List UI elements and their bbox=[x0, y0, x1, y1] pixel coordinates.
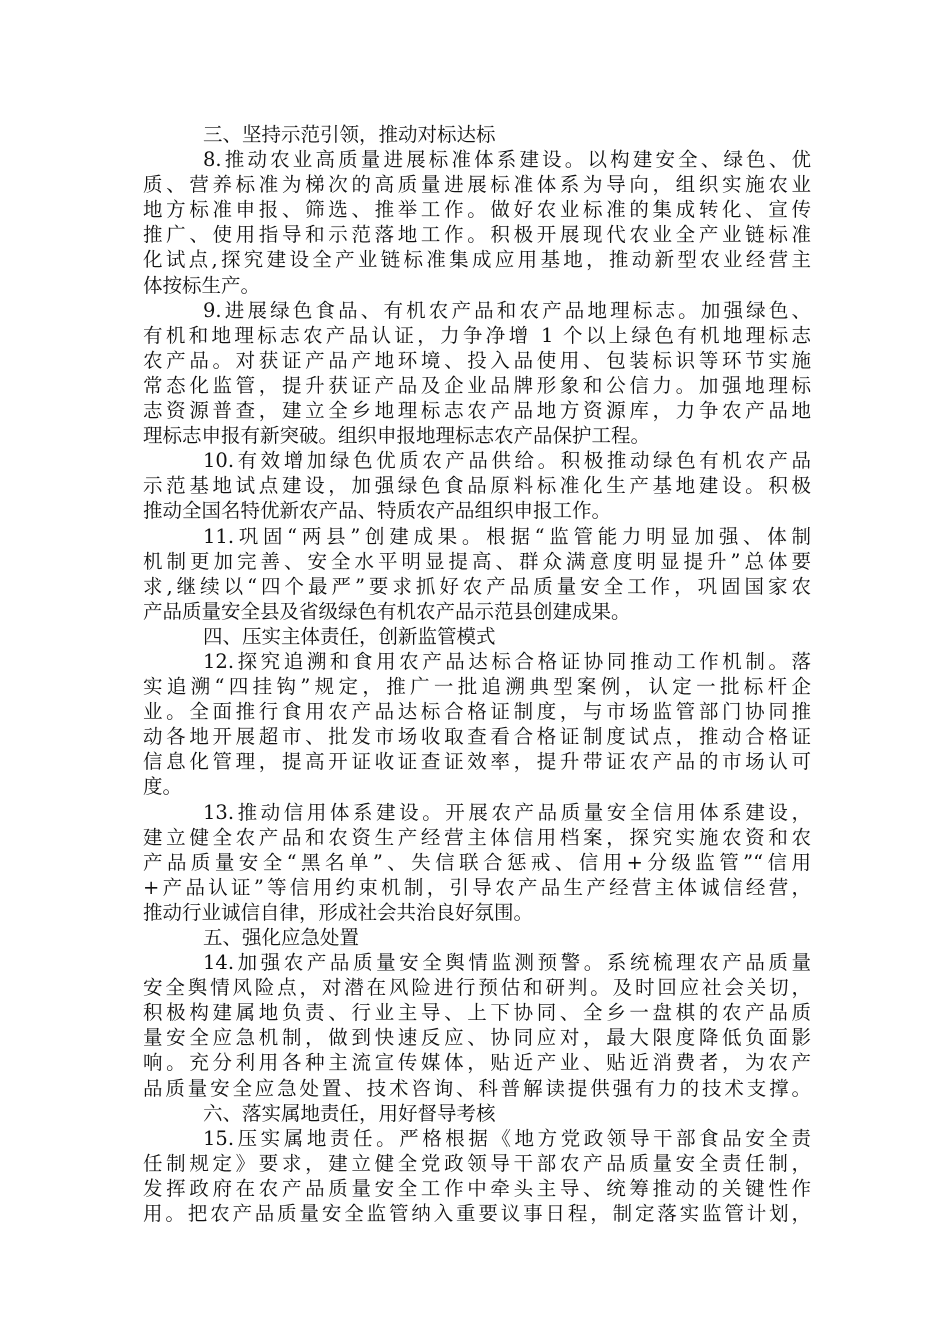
section-heading: 五、强化应急处置 bbox=[203, 926, 360, 949]
paragraph-line: 安全舆情风险点，对潜在风险进行预估和研判。及时回应社会关切， bbox=[143, 976, 811, 1000]
document-page bbox=[143, 122, 811, 1226]
paragraph-line: 9.进展绿色食品、有机农产品和农产品地理标志。加强绿色、 bbox=[203, 298, 811, 322]
paragraph-line: 12.探究追溯和食用农产品达标合格证协同推动工作机制。落 bbox=[203, 649, 811, 673]
paragraph-line: 品质量安全应急处置、技术咨询、科普解读提供强有力的技术支撑。 bbox=[143, 1076, 811, 1100]
paragraph-line: 业。全面推行食用农产品达标合格证制度，与市场监管部门协同推 bbox=[143, 700, 811, 724]
paragraph-line: 体按标生产。 bbox=[143, 273, 261, 297]
paragraph-line: 发挥政府在农产品质量安全工作中牵头主导、统筹推动的关键性作 bbox=[143, 1176, 811, 1200]
paragraph-line: 质、营养标准为梯次的高质量进展标准体系为导向，组织实施农业 bbox=[143, 173, 811, 197]
paragraph-line: 产品质量安全县及省级绿色有机农产品示范县创建成果。 bbox=[143, 599, 631, 623]
paragraph-line: 任制规定》要求，建立健全党政领导干部农产品质量安全责任制， bbox=[143, 1151, 811, 1175]
paragraph-line: 产品质量安全“黑名单”、失信联合惩戒、信用+分级监管”“信用 bbox=[143, 850, 811, 874]
paragraph-line: 实追溯“四挂钩”规定，推广一批追溯典型案例，认定一批标杆企 bbox=[143, 675, 811, 699]
paragraph-line: 14.加强农产品质量安全舆情监测预警。系统梳理农产品质量 bbox=[203, 951, 811, 975]
paragraph-line: 志资源普查，建立全乡地理标志农产品地方资源库，力争农产品地 bbox=[143, 399, 811, 423]
paragraph-line: 用。把农产品质量安全监管纳入重要议事日程，制定落实监管计划， bbox=[143, 1202, 811, 1226]
paragraph-line: 有机和地理标志农产品认证，力争净增 1 个以上绿色有机地理标志 bbox=[143, 323, 811, 347]
paragraph-line: 10.有效增加绿色优质农产品供给。积极推动绿色有机农产品 bbox=[203, 449, 811, 473]
document-body bbox=[143, 122, 811, 1226]
paragraph-line: 建立健全农产品和农资生产经营主体信用档案，探究实施农资和农 bbox=[143, 825, 811, 849]
paragraph-line: 常态化监管，提升获证产品及企业品牌形象和公信力。加强地理标 bbox=[143, 373, 811, 397]
paragraph-line: 求,继续以“四个最严”要求抓好农产品质量安全工作，巩固国家农 bbox=[143, 574, 811, 598]
section-heading: 六、落实属地责任，用好督导考核 bbox=[203, 1101, 496, 1125]
paragraph-line: 响。充分利用各种主流宣传媒体，贴近产业、贴近消费者，为农产 bbox=[143, 1051, 811, 1075]
paragraph-line: 量安全应急机制，做到快速反应、协同应对，最大限度降低负面影 bbox=[143, 1026, 811, 1050]
paragraph-line: 信息化管理，提高开证收证查证效率，提升带证农产品的市场认可 bbox=[143, 750, 811, 774]
paragraph-line: 理标志申报有新突破。组织申报地理标志农产品保护工程。 bbox=[143, 424, 651, 448]
paragraph-line: 13.推动信用体系建设。开展农产品质量安全信用体系建设， bbox=[203, 800, 811, 824]
paragraph-line: 度。 bbox=[143, 775, 183, 799]
paragraph-line: 地方标准申报、筛选、推举工作。做好农业标准的集成转化、宣传 bbox=[143, 198, 811, 222]
section-heading: 三、坚持示范引领，推动对标达标 bbox=[203, 123, 496, 146]
paragraph-line: 机制更加完善、安全水平明显提高、群众满意度明显提升”总体要 bbox=[143, 549, 811, 573]
paragraph-line: 农产品。对获证产品产地环境、投入品使用、包装标识等环节实施 bbox=[143, 348, 811, 372]
paragraph-line: 15.压实属地责任。严格根据《地方党政领导干部食品安全责 bbox=[203, 1126, 811, 1150]
paragraph-line: 积极构建属地负责、行业主导、上下协同、全乡一盘棋的农产品质 bbox=[143, 1001, 811, 1025]
section-heading: 四、压实主体责任，创新监管模式 bbox=[203, 624, 496, 648]
paragraph-line: 化试点,探究建设全产业链标准集成应用基地，推动新型农业经营主 bbox=[143, 248, 811, 272]
paragraph-line: 动各地开展超市、批发市场收取查看合格证制度试点，推动合格证 bbox=[143, 725, 811, 749]
paragraph-line: +产品认证”等信用约束机制，引导农产品生产经营主体诚信经营， bbox=[143, 875, 811, 899]
paragraph-line: 推动全国名特优新农产品、特质农产品组织申报工作。 bbox=[143, 499, 612, 523]
paragraph-line: 示范基地试点建设，加强绿色食品原料标准化生产基地建设。积极 bbox=[143, 474, 811, 498]
paragraph-line: 推动行业诚信自律，形成社会共治良好氛围。 bbox=[143, 900, 534, 924]
paragraph-line: 8.推动农业高质量进展标准体系建设。以构建安全、绿色、优 bbox=[203, 148, 811, 172]
paragraph-line: 11.巩固“两县”创建成果。根据“监管能力明显加强、体制 bbox=[203, 524, 811, 548]
paragraph-line: 推广、使用指导和示范落地工作。积极开展现代农业全产业链标准 bbox=[143, 223, 811, 247]
